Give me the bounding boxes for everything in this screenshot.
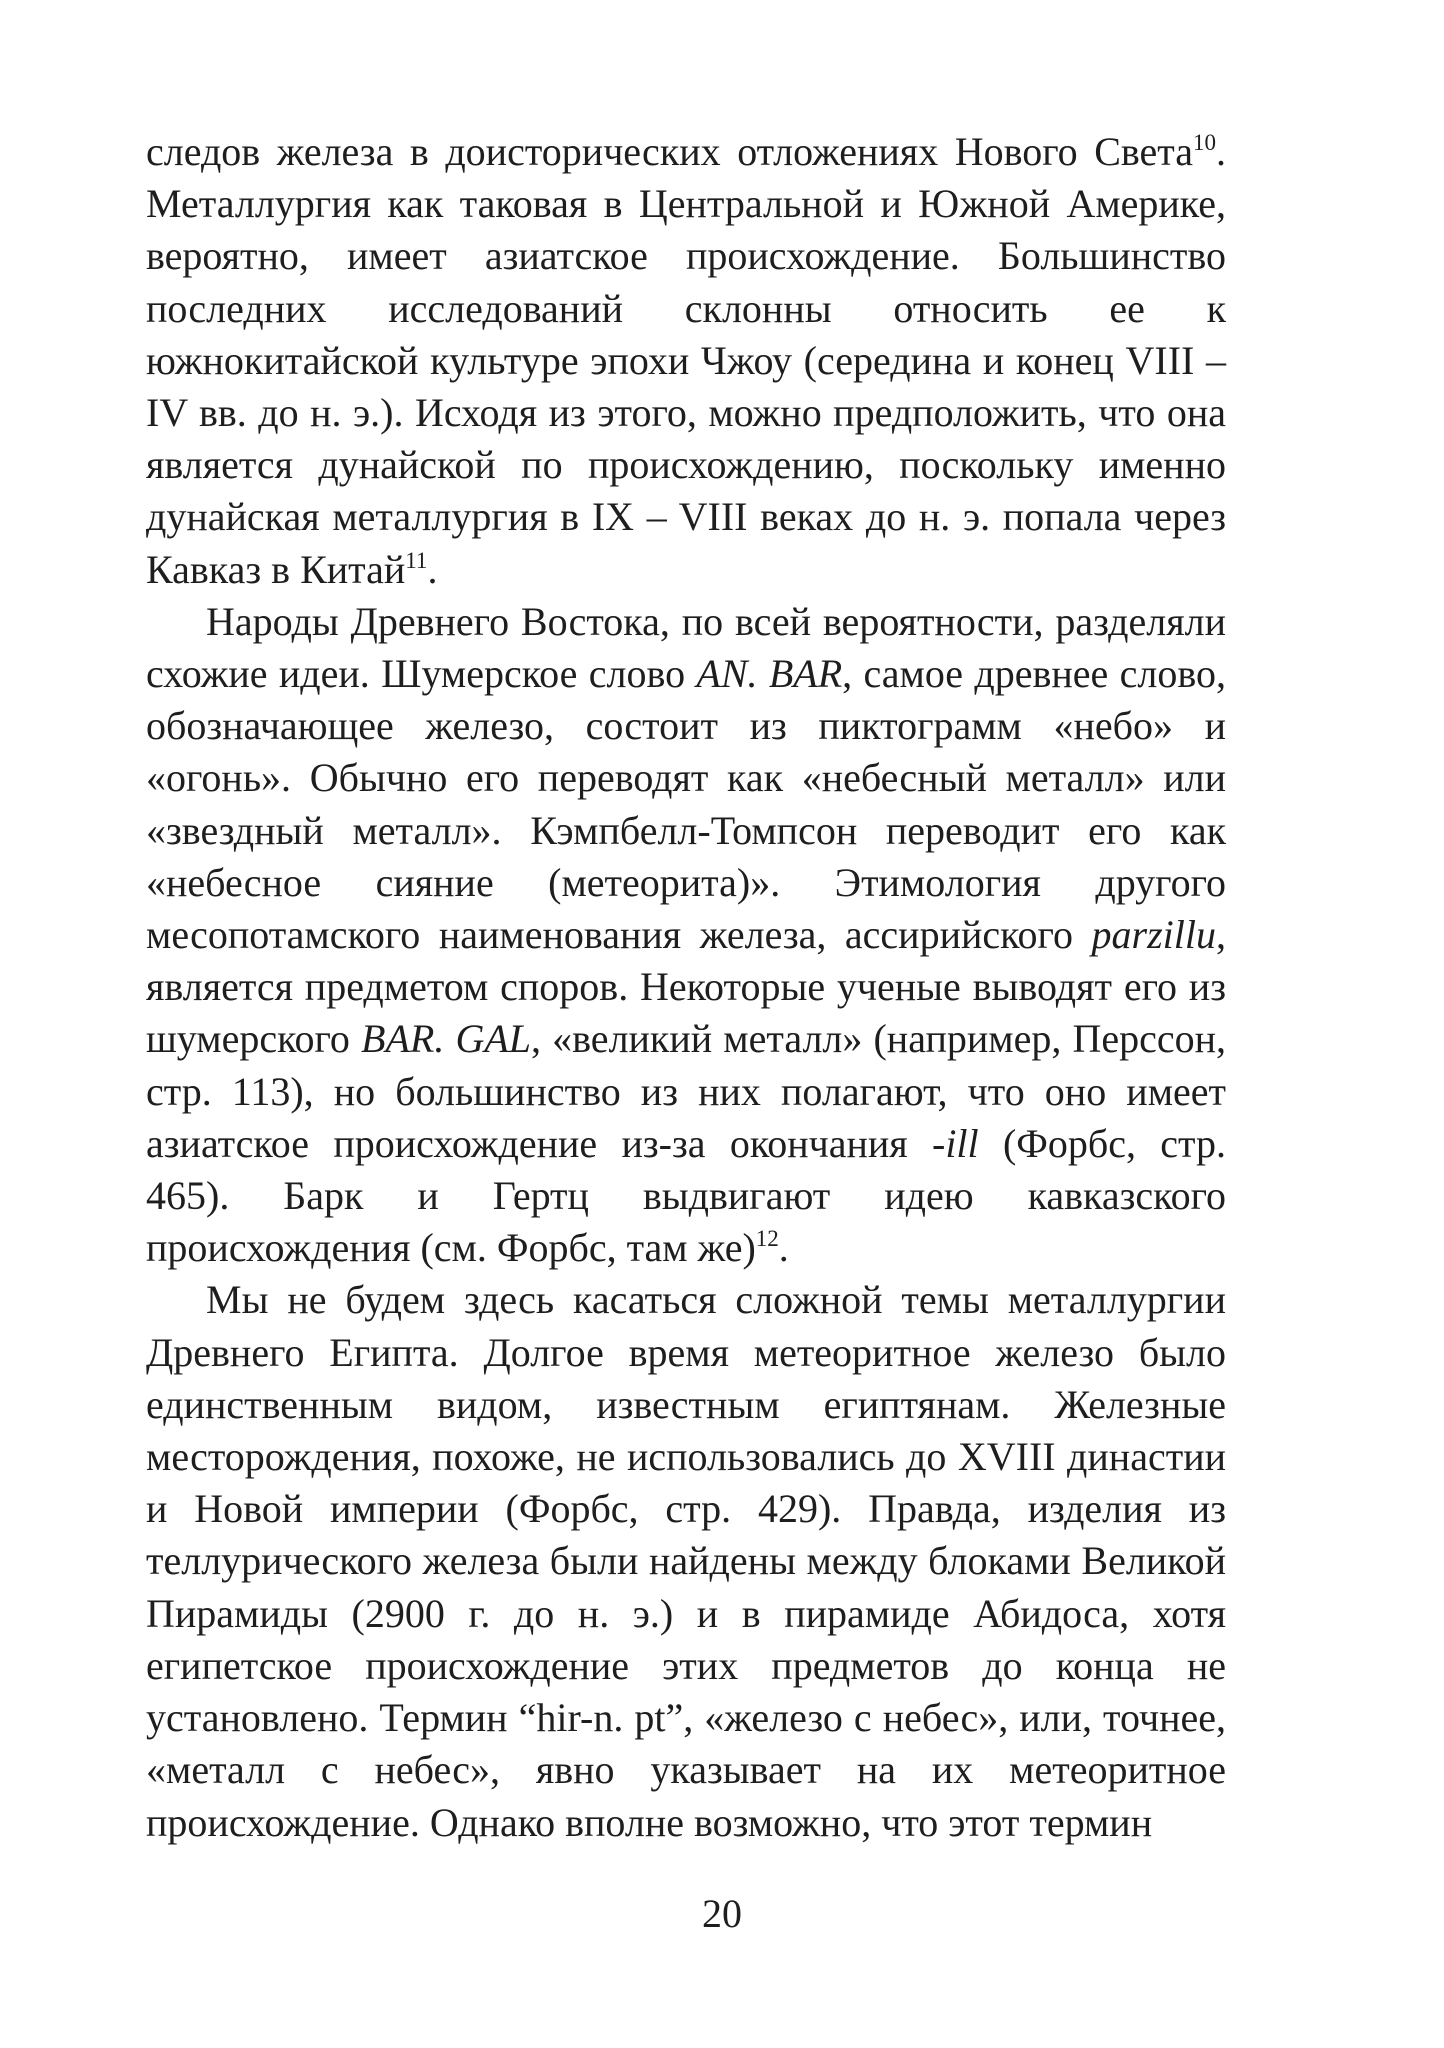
text-run: .	[778, 1225, 789, 1271]
paragraph	[146, 126, 1226, 596]
text-run: Народы Древнего Востока, по всей вероятности, разделяли схожие идеи. Шумерское слово	[146, 598, 1226, 697]
text-run: следов железа в доисторических отложениях Нового Света	[146, 129, 1193, 174]
text-run: , является предметом споров. Некоторые ученые выводят его из шумерского	[146, 912, 1226, 1062]
text-run: .	[427, 546, 438, 592]
page-number: 20	[702, 1891, 742, 1936]
paragraph	[146, 596, 1226, 1275]
italic-term: -ill	[932, 1120, 979, 1166]
text-run: (Форбс, стр. 465). Барк и Гертц выдвигают идею кавказского происхождения (см. Форбс, там же)	[146, 1120, 1226, 1271]
body-text	[146, 126, 1226, 1849]
text-run: , самое древнее слово, обозначающее железо, состоит из пиктограмм «небо» и «огонь». Обычно его переводят как «небесный металл» или «звездный металл». Кэмпбелл-Томпсон переводит его как «небесное сияние (метеорита)». Этимология другого месопотамского наименования железа, ассирийского	[146, 651, 1226, 958]
italic-term: parzillu	[1091, 912, 1216, 958]
paragraph	[146, 1274, 1226, 1848]
footnote-reference: 11	[405, 547, 428, 573]
footnote-reference: 10	[1193, 130, 1216, 155]
text-run: . Металлургия как таковая в Центральной и Южной Америке, вероятно, имеет азиатское происхождение. Большинство последних исследований склонны относить ее к южнокитайской культуре эпохи Чжоу (середина и конец VIII – IV вв. до н. э.). Исходя из этого, можно предположить, что она является дунайской по происхождению, поскольку именно дунайская металлургия в IX – VIII веках до н. э. попала через Кавказ в Китай	[146, 129, 1226, 592]
text-run: , «великий металл» (например, Перссон, стр. 113), но большинство из них полагают, что оно имеет азиатское происхождение из-за окончания	[146, 1016, 1226, 1166]
italic-term: AN. BAR	[696, 651, 843, 697]
footnote-reference: 12	[755, 1226, 779, 1252]
italic-term: BAR. GAL	[361, 1016, 532, 1062]
text-run: Мы не будем здесь касаться сложной темы металлургии Древнего Египта. Долгое время метеоритное железо было единственным видом, известным египтянам. Железные месторождения, похоже, не использовались до XVIII династии и Новой империи (Форбс, стр. 429). Правда, изделия из теллурического железа были найдены между блоками Великой Пирамиды (2900 г. до н. э.) и в пирамиде Абидоса, хотя египетское происхождение этих предметов до конца не установлено. Термин “hir-n. pt”, «железо с небес», или, точнее, «металл с небес», явно указывает на их метеоритное происхождение. Однако вполне возможно, что этот термин	[146, 1277, 1226, 1845]
